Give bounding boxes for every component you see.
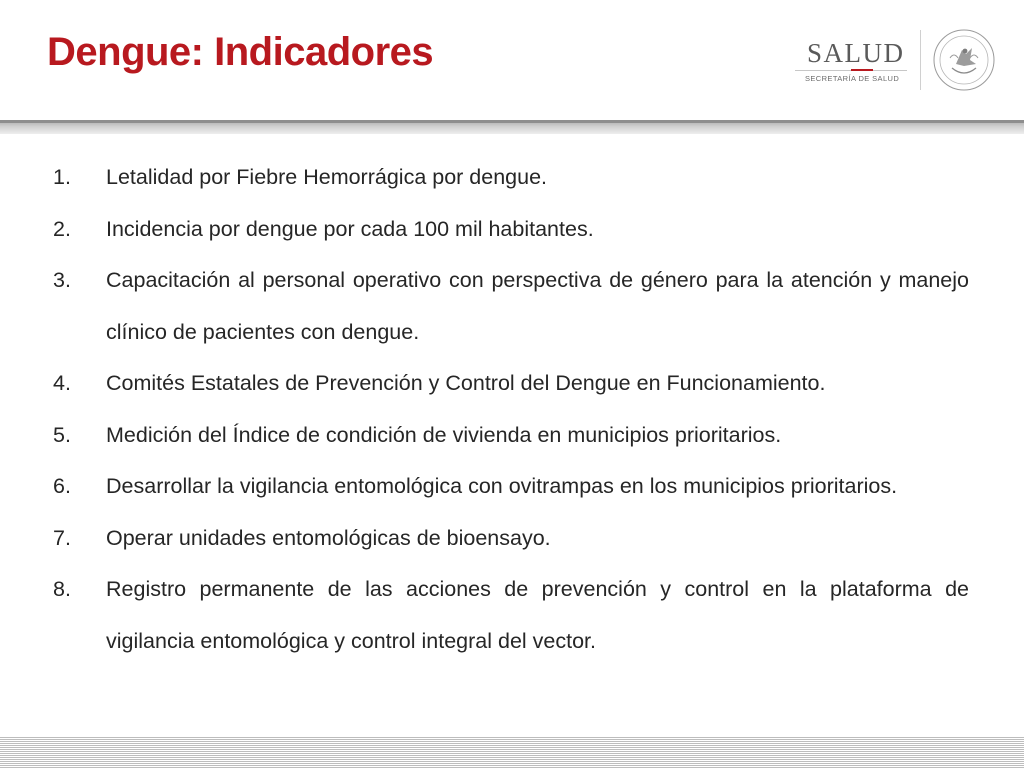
logo-divider xyxy=(920,30,921,90)
list-item: 5. Medición del Índice de condición de vivienda en municipios prioritarios. xyxy=(53,422,782,447)
list-item: 4. Comités Estatales de Prevención y Control del Dengue en Funcionamiento. xyxy=(53,371,826,395)
salud-logo-subtitle: SECRETARÍA DE SALUD xyxy=(805,74,900,83)
coat-of-arms-icon xyxy=(932,28,996,92)
list-item: 8. Registro permanente de las acciones de prevención y control en la plataforma de vigilancia entomológica y control integral del vector. xyxy=(53,577,969,653)
list-item: 6. Desarrollar la vigilancia entomológica con ovitrampas en los municipios prioritarios. xyxy=(53,474,898,498)
list-item: 2. Incidencia por dengue por cada 100 mil habitantes. xyxy=(53,216,594,241)
salud-logo xyxy=(795,38,907,84)
footer-stripes xyxy=(0,736,1024,768)
list-item: 1. Letalidad por Fiebre Hemorrágica por dengue. xyxy=(53,165,548,189)
indicator-list xyxy=(53,152,969,667)
salud-logo-text: SALUD xyxy=(807,38,905,68)
list-item: 3. Capacitación al personal operativo con perspectiva de género para la atención y manejo clínico de pacientes con dengue. xyxy=(53,268,969,344)
list-item: 7. Operar unidades entomológicas de bioensayo. xyxy=(53,525,551,550)
header-divider-bar xyxy=(0,120,1024,134)
page-title: Dengue: Indicadores xyxy=(47,30,434,74)
